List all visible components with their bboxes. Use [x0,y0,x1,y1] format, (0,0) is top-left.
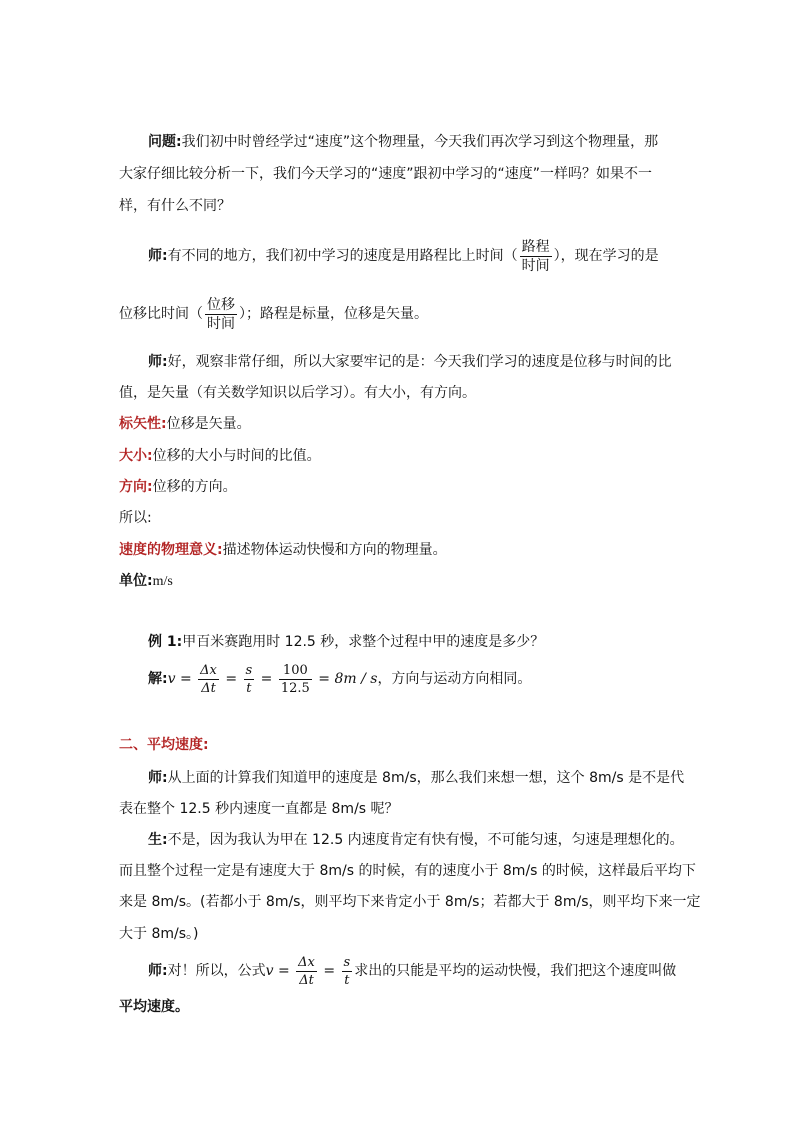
solution-label: 解: [148,671,168,687]
velocity-formula: v = $\frac{\Delta x}{\Delta t}$ = $\frac{s}{t}$ = $\frac{100}{12.5}$ = 8m / s [167,662,378,696]
prop-label: 标矢性: [119,416,167,432]
prop-vector: 标矢性:位移是矢量。 [119,416,251,432]
student-line-1: 生:不是，因为我认为甲在 12.5 内速度肯定有快有慢，不可能匀速，匀速是理想化的。 [148,832,684,848]
prop-label: 方向: [119,479,153,495]
fraction-displacement-over-time: $\frac{\text{位移}}{\text{时间}}$ [207,296,235,332]
fraction-distance-over-time: $\frac{\text{路程}}{\text{时间}}$ [521,238,550,274]
question-line-3: 样，有什么不同？ [119,198,231,214]
teacher-label: 师: [148,770,168,786]
teacher-label: 师: [148,963,168,979]
prop-label: 大小: [119,448,153,464]
student-line-4: 大于 8m/s。) [119,926,199,942]
unit-label: 单位: [119,573,153,589]
teacher3-line-2: 表在整个 12.5 秒内速度一直都是 8m/s 呢？ [119,801,399,817]
question-line-1: 问题:我们初中时曾经学过“速度”这个物理量，今天我们再次学习到这个物理量，那 [148,134,659,150]
teacher1-line-1: 师:有不同的地方，我们初中学习的速度是用路程比上时间（ $\frac{\text{路程}}{\text{时间}}$ ），现在学习的是 [148,238,659,274]
average-velocity-formula: v = $\frac{\Delta x}{\Delta t}$ = $\frac{s}{t}$ [265,954,351,988]
teacher3-line-1: 师:从上面的计算我们知道甲的速度是 8m/s，那么我们来想一想，这个 8m/s 是不是代 [148,770,685,786]
teacher4-line-2 [119,995,675,1019]
prop-direction: 方向:位移的方向。 [119,479,237,495]
question-line-2: 大家仔细比较分析一下，我们今天学习的“速度”跟初中学习的“速度”一样吗？如果不一 [119,166,653,182]
velocity-unit: 单位:m/s [119,573,173,589]
teacher4-line-1: 师:对！所以，公式v = $\frac{\Delta x}{\Delta t}$ = $\frac{s}{t}$ 求出的只能是平均的运动快慢，我们把这个速度叫做 [148,954,677,988]
section-title-average-velocity: 二、平均速度: [119,737,209,753]
teacher2-line-2: 值，是矢量（有关数学知识以后学习）。有大小，有方向。 [119,385,476,401]
student-label: 生: [148,832,168,848]
student-line-3: 来是 8m/s。(若都小于 8m/s，则平均下来肯定小于 8m/s；若都大于 8m/s，则平均下来一定 [119,894,701,910]
student-line-2: 而且整个过程一定是有速度大于 8m/s 的时候，有的速度小于 8m/s 的时候，这样最后平均下 [119,863,696,879]
question-label: 问题: [148,134,182,150]
meaning-label: 速度的物理意义: [119,542,223,558]
teacher2-line-1: 师:好，观察非常仔细，所以大家要牢记的是：今天我们学习的速度是位移与时间的比 [148,354,672,370]
so-text: 所以: [119,510,152,526]
example1-question: 例 1:甲百米赛跑用时 12.5 秒，求整个过程中甲的速度是多少？ [148,634,545,650]
teacher-label: 师: [148,248,168,264]
example1-solution: 解:v = $\frac{\Delta x}{\Delta t}$ = $\frac{s}{t}$ = $\frac{100}{12.5}$ = 8m / s，方向与运动方向相同。 [148,662,532,696]
average-velocity-term: 平均速度。 [119,999,189,1015]
prop-magnitude: 大小:位移的大小与时间的比值。 [119,448,321,464]
velocity-meaning: 速度的物理意义:描述物体运动快慢和方向的物理量。 [119,542,447,558]
teacher1-line-2: 位移比时间（ $\frac{\text{位移}}{\text{时间}}$ ）；路程是标量，位移是矢量。 [119,296,428,332]
teacher-label: 师: [148,354,168,370]
example-label: 例 1: [148,634,183,650]
